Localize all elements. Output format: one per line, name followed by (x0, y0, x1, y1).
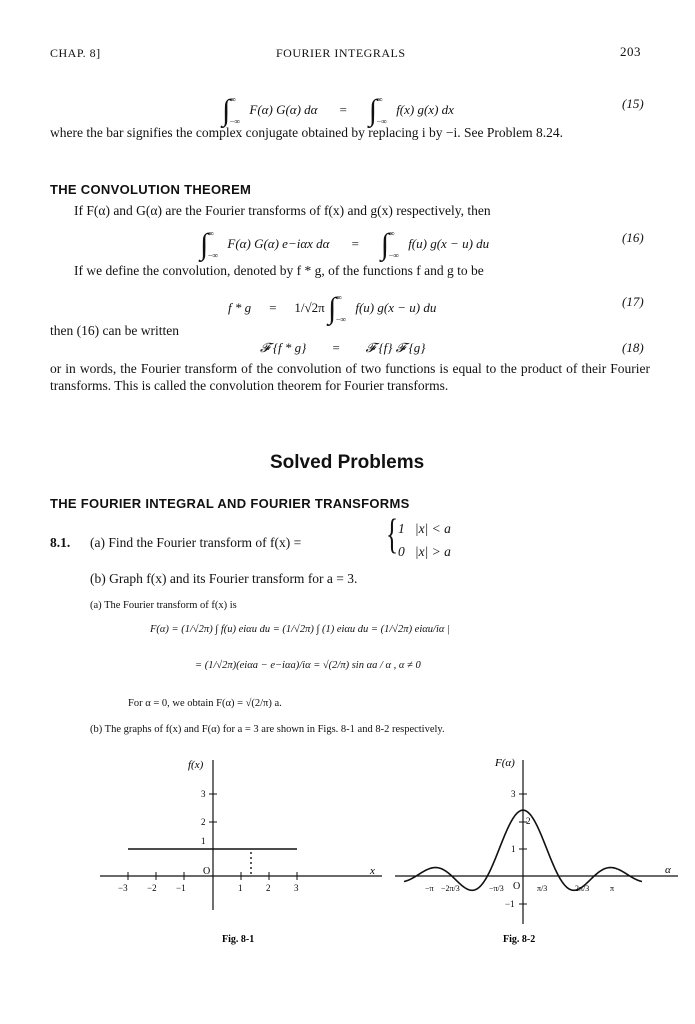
eq17-lhs: f * g (228, 300, 252, 315)
fig1-origin: O (203, 866, 211, 877)
eq18-number: (18) (622, 340, 644, 355)
section-fourier-integral: THE FOURIER INTEGRAL AND FOURIER TRANSFORMS (50, 496, 410, 511)
fig2-ylabel: F(α) (495, 757, 515, 769)
problem-part-a: (a) Find the Fourier transform of f(x) = (90, 535, 302, 550)
fig1-yticks (201, 789, 217, 849)
paragraph-transforms: If F(α) and G(α) are the Fourier transforms of f(x) and g(x) respectively, then (74, 203, 491, 218)
fig1-xtick-2: 2 (266, 883, 271, 893)
eq16-number: (16) (622, 230, 644, 245)
equation-15: $\int^\infty_{-\infty}$ F(α) G(α) $d\alpha = \int^\infty_{-\infty}$ f(x) g(x) dx (222, 94, 454, 127)
eq17-number: (17) (622, 294, 644, 309)
fig2-ytick-3: 3 (511, 789, 516, 799)
paragraph-define-convolution: If we define the convolution, denoted by f * g, of the functions f and g to be (74, 263, 484, 278)
fig1-xtick-n3: −3 (118, 883, 128, 893)
paragraph-then-16: then (16) can be written (50, 323, 179, 338)
fig2-xtick-pi: π (610, 884, 615, 893)
running-title: FOURIER INTEGRALS (276, 46, 406, 60)
eq17-coef: 1/√2π (294, 300, 325, 315)
section-convolution-theorem: THE CONVOLUTION THEOREM (50, 182, 252, 197)
problem-number: 8.1. (50, 535, 71, 550)
eq16-rhs: f(u) g(x − u) du (408, 236, 490, 251)
fig2-xtick-pi3: π/3 (537, 884, 548, 893)
equation-18: 𝓕 {f * g} = 𝓕 {f} 𝓕 {g} (260, 340, 426, 355)
figure-8-2 (395, 752, 685, 952)
paragraph-conjugate: where the bar signifies the complex conjugate obtained by replacing i by −i. See Problem 8.24. (50, 125, 563, 140)
fig2-caption: Fig. 8-2 (503, 934, 536, 945)
solution-line-2: = (1/√2π)(eiαa − e−iαa)/iα = √(2/π) sin αa / α , α ≠ 0 (195, 660, 421, 671)
fig1-caption: Fig. 8-1 (222, 934, 255, 945)
fig2-xtick-2pi3: 2π/3 (575, 884, 590, 893)
paragraph-convolution-theorem: or in words, the Fourier transform of the convolution of two functions is equal to the product of their Fourier transforms. This is called the convolution theorem for Fourier transforms. (50, 361, 650, 393)
solution-alpha-zero: For α = 0, we obtain F(α) = √(2/π) a. (128, 698, 282, 709)
eq15-number: (15) (622, 96, 644, 111)
solution-line-1: F(α) = (1/√2π) ∫ f(u) eiαu du = (1/√2π) ∫ (1) eiαu du = (1/√2π) eiαu/iα | (150, 624, 450, 635)
fig1-xtick-3: 3 (294, 883, 299, 893)
fig1-ytick-2: 2 (201, 817, 206, 827)
eq17-rhs: f(u) g(x − u) du (355, 300, 437, 315)
solution-a-intro: (a) The Fourier transform of f(x) is (90, 600, 237, 611)
eq18-lhs: 𝓕 {f * g} (260, 340, 307, 355)
problem-part-b: (b) Graph f(x) and its Fourier transform for a = 3. (90, 571, 358, 586)
solution-b-text: (b) The graphs of f(x) and F(α) for a = 3 are shown in Figs. 8-1 and 8-2 respectively. (90, 724, 445, 735)
piecewise-case-2: 0 |x| > a (398, 544, 451, 559)
figure-8-1 (100, 752, 390, 952)
fig1-ytick-3: 3 (201, 789, 206, 799)
fig2-xtick-n2pi3: −2π/3 (441, 884, 460, 893)
fig2-ytick-1: 1 (511, 844, 516, 854)
fig2-ytick-2: 2 (526, 816, 531, 826)
equation-17: f * g = 1/√2π $\int^\infty_{-\infty}$ f(u) g(x − u) du (228, 292, 437, 325)
fig1-xtick-n1: −1 (176, 883, 186, 893)
piecewise-case-1: 1 |x| < a (398, 521, 451, 536)
eq18-rhs: 𝓕 {f} 𝓕 {g} (365, 340, 426, 355)
piecewise-brace: { (386, 512, 399, 558)
solved-problems-title: Solved Problems (270, 452, 425, 473)
fig1-ylabel: f(x) (188, 759, 204, 771)
chapter-label: CHAP. 8] (50, 46, 101, 60)
fig1-xlabel: x (370, 865, 375, 877)
fig1-ytick-1: 1 (201, 836, 206, 846)
fig2-xtick-npi: −π (425, 884, 434, 893)
page-number: 203 (620, 44, 641, 59)
fig2-ytick-n1: −1 (505, 899, 515, 909)
fig2-xtick-npi3: −π/3 (489, 884, 504, 893)
equation-16: $\int^\infty_{-\infty}$ F(α) G(α) e−iαx $d\alpha = \int^\infty_{-\infty}$ f(u) g(x − u) du (200, 228, 490, 261)
eq15-lhs: F(α) G(α) dα (249, 102, 318, 117)
fig2-xlabel: α (665, 864, 671, 876)
fig2-origin: O (513, 881, 521, 892)
fig1-xtick-n2: −2 (147, 883, 157, 893)
eq15-rhs: f(x) g(x) dx (396, 102, 454, 117)
eq16-lhs: F(α) G(α) e−iαx dα (227, 236, 330, 251)
fig1-xtick-1: 1 (238, 883, 243, 893)
